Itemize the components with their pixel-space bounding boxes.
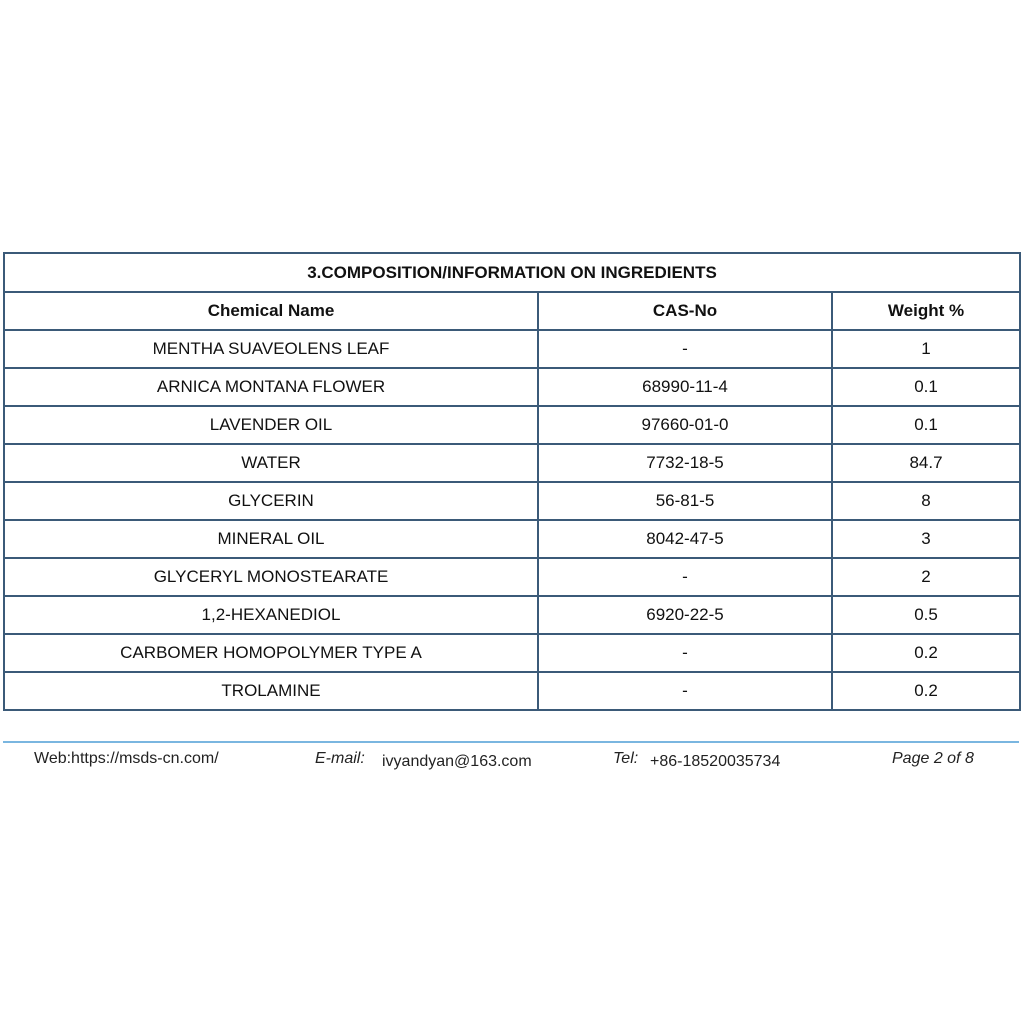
- chemical-name-cell: 1,2-HEXANEDIOL: [4, 596, 538, 634]
- section-title: 3.COMPOSITION/INFORMATION ON INGREDIENTS: [4, 253, 1020, 292]
- composition-table: [3, 252, 1021, 711]
- cas-no-cell: 7732-18-5: [538, 444, 832, 482]
- chemical-name-cell: MINERAL OIL: [4, 520, 538, 558]
- table-row: [4, 482, 1020, 520]
- weight-cell: 0.5: [832, 596, 1020, 634]
- cas-no-cell: 97660-01-0: [538, 406, 832, 444]
- chemical-name-cell: LAVENDER OIL: [4, 406, 538, 444]
- footer-email-label: E-mail:: [315, 750, 365, 767]
- footer-email-link[interactable]: ivyandyan@163.com: [382, 753, 532, 770]
- table-row: [4, 634, 1020, 672]
- chemical-name-cell: ARNICA MONTANA FLOWER: [4, 368, 538, 406]
- chemical-name-cell: GLYCERIN: [4, 482, 538, 520]
- footer-page-number: Page 2 of 8: [892, 750, 974, 767]
- cas-no-cell: 68990-11-4: [538, 368, 832, 406]
- weight-cell: 84.7: [832, 444, 1020, 482]
- weight-cell: 2: [832, 558, 1020, 596]
- column-header-chemical-name: Chemical Name: [4, 292, 538, 330]
- chemical-name-cell: WATER: [4, 444, 538, 482]
- weight-cell: 0.2: [832, 634, 1020, 672]
- cas-no-cell: -: [538, 330, 832, 368]
- composition-table-container: [3, 252, 1019, 711]
- chemical-name-cell: GLYCERYL MONOSTEARATE: [4, 558, 538, 596]
- section-header-row: [4, 253, 1020, 292]
- cas-no-cell: -: [538, 672, 832, 710]
- weight-cell: 0.2: [832, 672, 1020, 710]
- footer-tel-label: Tel:: [613, 750, 639, 767]
- footer-divider: [3, 741, 1019, 743]
- weight-cell: 0.1: [832, 406, 1020, 444]
- chemical-name-cell: CARBOMER HOMOPOLYMER TYPE A: [4, 634, 538, 672]
- cas-no-cell: -: [538, 558, 832, 596]
- column-header-row: [4, 292, 1020, 330]
- table-row: [4, 406, 1020, 444]
- weight-cell: 3: [832, 520, 1020, 558]
- table-row: [4, 368, 1020, 406]
- footer-tel-value: +86-18520035734: [650, 753, 781, 770]
- table-row: [4, 596, 1020, 634]
- weight-cell: 1: [832, 330, 1020, 368]
- table-row: [4, 520, 1020, 558]
- table-row: [4, 672, 1020, 710]
- page-footer: [0, 748, 1024, 776]
- weight-cell: 8: [832, 482, 1020, 520]
- footer-web-link[interactable]: Web:https://msds-cn.com/: [34, 750, 219, 767]
- column-header-weight: Weight %: [832, 292, 1020, 330]
- weight-cell: 0.1: [832, 368, 1020, 406]
- cas-no-cell: 6920-22-5: [538, 596, 832, 634]
- column-header-cas-no: CAS-No: [538, 292, 832, 330]
- table-row: [4, 444, 1020, 482]
- chemical-name-cell: MENTHA SUAVEOLENS LEAF: [4, 330, 538, 368]
- cas-no-cell: -: [538, 634, 832, 672]
- cas-no-cell: 56-81-5: [538, 482, 832, 520]
- table-row: [4, 558, 1020, 596]
- chemical-name-cell: TROLAMINE: [4, 672, 538, 710]
- table-row: [4, 330, 1020, 368]
- cas-no-cell: 8042-47-5: [538, 520, 832, 558]
